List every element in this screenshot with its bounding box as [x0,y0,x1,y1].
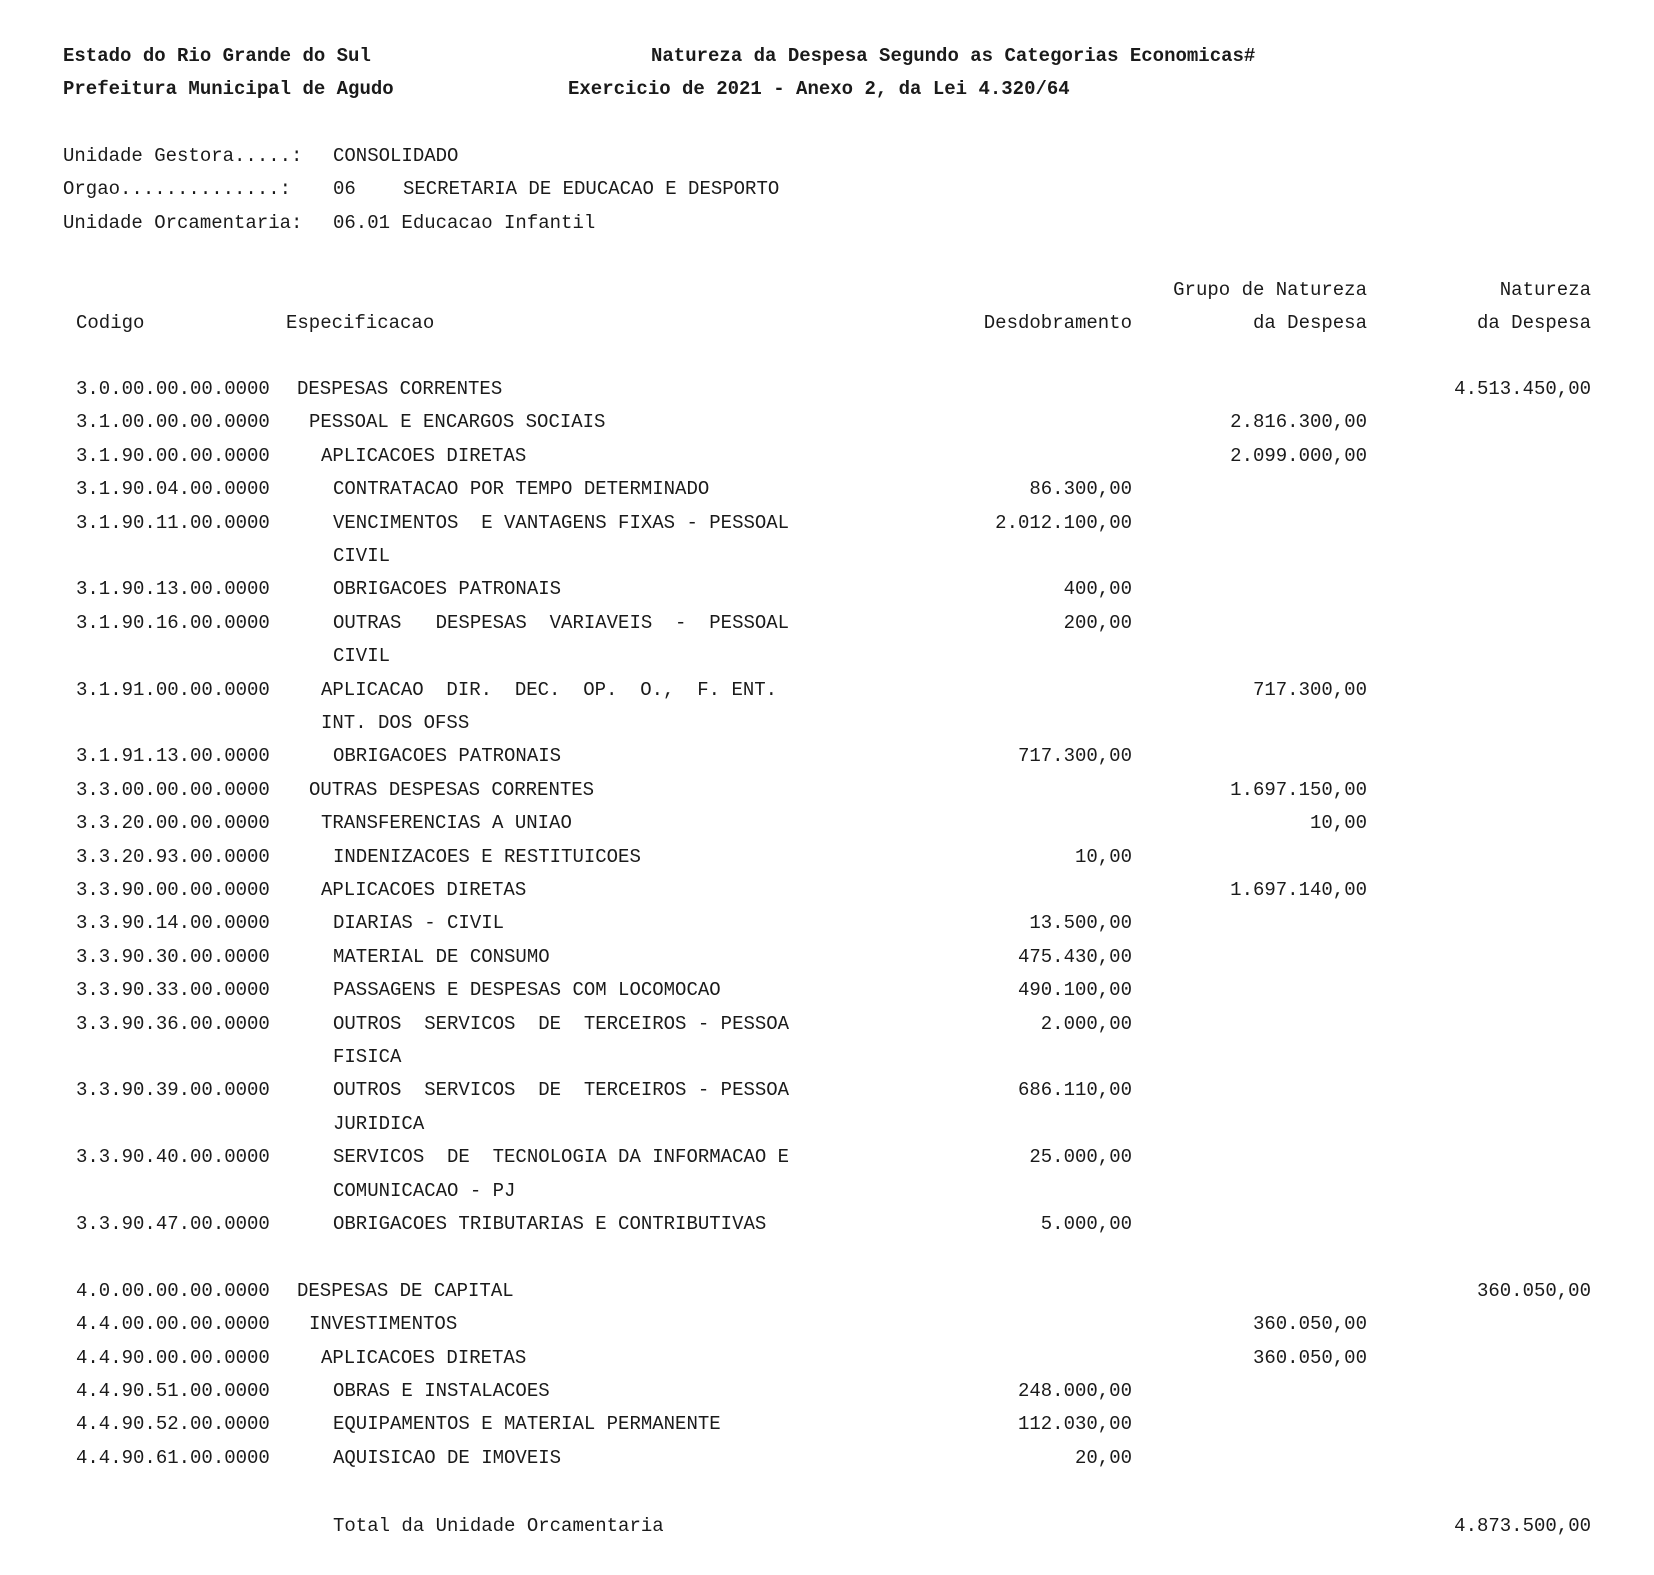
row-grupo-natureza: 10,00 [1309,812,1367,835]
column-header-codigo: Codigo [76,312,145,334]
row-description-continued: CIVIL [333,645,391,668]
row-description: CONTRATACAO POR TEMPO DETERMINADO [333,478,710,501]
table-row [0,811,1654,835]
row-description: DIARIAS - CIVIL [333,912,505,935]
row-code: 4.0.00.00.00.0000 [76,1279,270,1302]
table-row [0,1446,1654,1470]
table-row [0,1312,1654,1336]
row-natureza: 360.050,00 [1476,1279,1591,1302]
row-desdobramento: 400,00 [1063,578,1132,601]
row-description: VENCIMENTOS E VANTAGENS FIXAS - PESSOAL [333,511,790,534]
table-row [0,477,1654,501]
row-code: 3.1.91.00.00.0000 [76,678,270,701]
table-row [0,945,1654,969]
row-desdobramento: 86.300,00 [1029,478,1132,501]
row-description: INVESTIMENTOS [309,1313,458,1336]
row-desdobramento: 13.500,00 [1029,912,1132,935]
row-desdobramento: 25.000,00 [1029,1146,1132,1169]
row-description: EQUIPAMENTOS E MATERIAL PERMANENTE [333,1413,721,1436]
row-description: DESPESAS CORRENTES [297,378,503,400]
table-row [0,577,1654,601]
unidade-gestora-value: CONSOLIDADO [333,145,459,167]
column-header-especificacao: Especificacao [286,312,435,334]
row-code: 3.0.00.00.00.0000 [76,378,270,400]
table-row [0,778,1654,802]
row-code: 3.3.90.36.00.0000 [76,1012,270,1035]
table-row [0,1012,1654,1068]
row-code: 3.3.90.14.00.0000 [76,912,270,935]
table-row [0,1212,1654,1236]
table-row [0,678,1654,734]
unidade-orcamentaria-value: 06.01 Educacao Infantil [333,212,596,234]
row-desdobramento: 686.110,00 [1017,1079,1132,1102]
row-description: DESPESAS DE CAPITAL [297,1279,514,1302]
row-desdobramento: 490.100,00 [1017,979,1132,1002]
row-code: 3.3.90.00.00.0000 [76,879,270,901]
row-grupo-natureza: 2.099.000,00 [1230,444,1367,467]
table-row [0,878,1654,902]
row-description: OBRIGACOES PATRONAIS [333,578,562,601]
table-row [0,377,1654,401]
row-code: 3.3.90.30.00.0000 [76,945,270,968]
row-desdobramento: 112.030,00 [1017,1413,1132,1436]
row-code: 3.1.90.13.00.0000 [76,578,270,601]
total-label: Total da Unidade Orcamentaria [333,1515,664,1537]
table-row [0,845,1654,869]
table-row [0,978,1654,1002]
row-code: 3.3.20.00.00.0000 [76,812,270,835]
column-header-grupo-line2: da Despesa [1252,312,1367,334]
orgao-label: Orgao..............: [63,178,292,200]
row-grupo-natureza: 1.697.150,00 [1230,778,1367,801]
row-desdobramento: 248.000,00 [1017,1380,1132,1402]
row-code: 4.4.90.51.00.0000 [76,1380,270,1402]
row-grupo-natureza: 1.697.140,00 [1230,879,1367,901]
state-name: Estado do Rio Grande do Sul [63,45,371,67]
row-description: OUTRAS DESPESAS VARIAVEIS - PESSOAL [333,611,790,634]
row-description: PASSAGENS E DESPESAS COM LOCOMOCAO [333,979,721,1002]
table-row [0,911,1654,935]
report-subtitle: Exercicio de 2021 - Anexo 2, da Lei 4.320/64 [568,78,1070,100]
table-row [0,1412,1654,1436]
row-description: OBRAS E INSTALACOES [333,1380,550,1402]
row-code: 4.4.90.00.00.0000 [76,1346,270,1369]
table-row [0,744,1654,768]
row-code: 3.1.90.00.00.0000 [76,444,270,467]
column-header-grupo-line1: Grupo de Natureza [1173,279,1367,301]
row-code: 3.1.90.11.00.0000 [76,511,270,534]
total-value: 4.873.500,00 [1454,1515,1591,1537]
table-row [0,1346,1654,1370]
row-code: 3.3.90.47.00.0000 [76,1213,270,1235]
unidade-orcamentaria-label: Unidade Orcamentaria: [63,212,303,234]
row-code: 3.3.90.33.00.0000 [76,979,270,1002]
row-desdobramento: 717.300,00 [1017,745,1132,768]
row-desdobramento: 10,00 [1074,845,1132,868]
row-description: INDENIZACOES E RESTITUICOES [333,845,641,868]
column-header-natureza-line1: Natureza [1499,279,1591,301]
row-description: TRANSFERENCIAS A UNIAO [321,812,572,835]
row-description: APLICACAO DIR. DEC. OP. O., F. ENT. [321,678,778,701]
row-description-continued: CIVIL [333,544,391,567]
row-description: APLICACOES DIRETAS [321,879,527,901]
row-code: 4.4.90.61.00.0000 [76,1446,270,1469]
row-description: MATERIAL DE CONSUMO [333,945,550,968]
unidade-gestora-label: Unidade Gestora.....: [63,145,303,167]
orgao-code: 06 [333,178,356,200]
table-row [0,511,1654,567]
row-grupo-natureza: 360.050,00 [1252,1346,1367,1369]
row-desdobramento: 20,00 [1074,1446,1132,1469]
row-code: 3.3.90.40.00.0000 [76,1146,270,1169]
table-row [0,1279,1654,1303]
table-row [0,1379,1654,1403]
table-row [0,410,1654,434]
row-desdobramento: 2.012.100,00 [995,511,1132,534]
table-row [0,1078,1654,1135]
row-description: OUTROS SERVICOS DE TERCEIROS - PESSOA [333,1012,790,1035]
row-desdobramento: 475.430,00 [1017,945,1132,968]
row-code: 4.4.00.00.00.0000 [76,1313,270,1336]
row-description-continued: JURIDICA [333,1112,425,1135]
orgao-value: SECRETARIA DE EDUCACAO E DESPORTO [403,178,780,200]
row-natureza: 4.513.450,00 [1454,378,1591,400]
row-code: 3.1.00.00.00.0000 [76,411,270,434]
column-header-desdobramento: Desdobramento [983,312,1132,334]
row-description: AQUISICAO DE IMOVEIS [333,1446,562,1469]
row-description-continued: INT. DOS OFSS [321,711,470,734]
table-row [0,1145,1654,1202]
row-code: 3.3.90.39.00.0000 [76,1079,270,1102]
report-title: Natureza da Despesa Segundo as Categorias Economicas# [651,45,1256,67]
row-description: PESSOAL E ENCARGOS SOCIAIS [309,411,606,434]
municipality-name: Prefeitura Municipal de Agudo [63,78,394,100]
row-grupo-natureza: 360.050,00 [1252,1313,1367,1336]
table-row [0,444,1654,468]
row-description: OUTRAS DESPESAS CORRENTES [309,778,595,801]
row-code: 3.1.90.04.00.0000 [76,478,270,501]
row-grupo-natureza: 2.816.300,00 [1230,411,1367,434]
row-description: OBRIGACOES TRIBUTARIAS E CONTRIBUTIVAS [333,1213,767,1235]
row-description-continued: FISICA [333,1045,402,1068]
row-code: 3.3.00.00.00.0000 [76,778,270,801]
row-description: APLICACOES DIRETAS [321,444,527,467]
row-description-continued: COMUNICACAO - PJ [333,1179,516,1202]
row-description: APLICACOES DIRETAS [321,1346,527,1369]
row-description: OBRIGACOES PATRONAIS [333,745,562,768]
row-description: OUTROS SERVICOS DE TERCEIROS - PESSOA [333,1079,790,1102]
row-desdobramento: 2.000,00 [1040,1012,1132,1035]
row-code: 3.3.20.93.00.0000 [76,845,270,868]
row-grupo-natureza: 717.300,00 [1252,678,1367,701]
row-desdobramento: 200,00 [1063,611,1132,634]
row-desdobramento: 5.000,00 [1040,1213,1132,1235]
row-code: 3.1.91.13.00.0000 [76,745,270,768]
column-header-natureza-line2: da Despesa [1476,312,1591,334]
row-description: SERVICOS DE TECNOLOGIA DA INFORMACAO E [333,1146,790,1169]
row-code: 4.4.90.52.00.0000 [76,1413,270,1436]
row-code: 3.1.90.16.00.0000 [76,611,270,634]
table-row [0,611,1654,668]
